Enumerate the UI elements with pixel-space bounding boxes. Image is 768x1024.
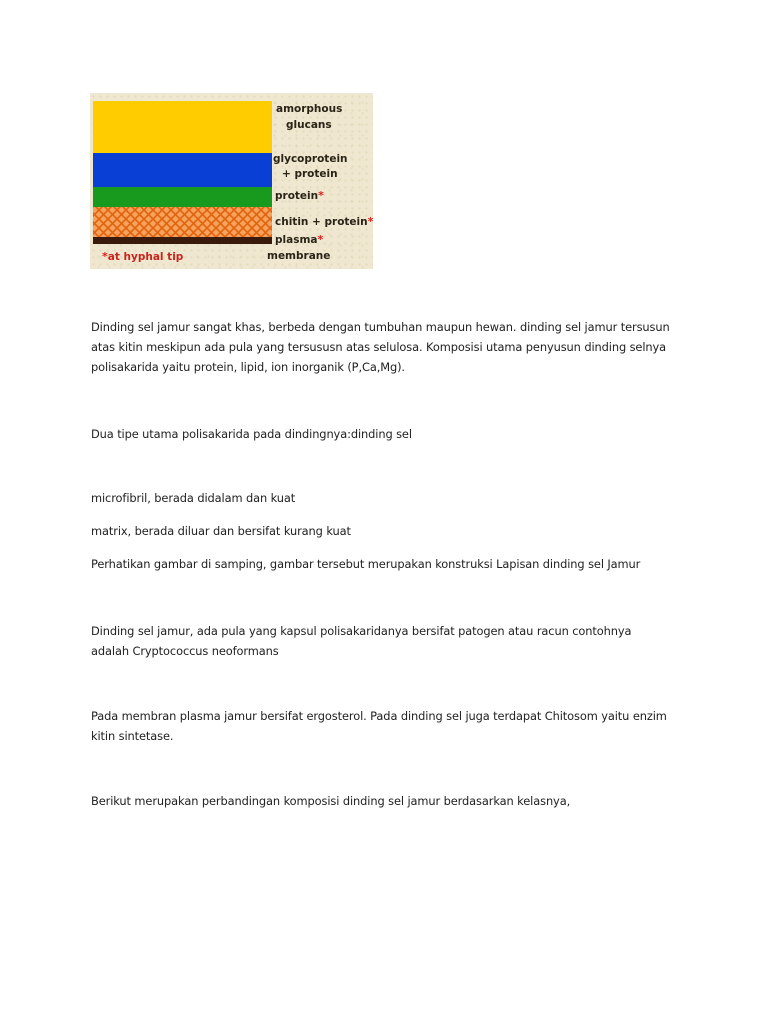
paragraph-polysaccharide-types: Dua tipe utama polisakarida pada dindingnya:dinding sel xyxy=(91,427,412,441)
label-hyphal-tip-note: *at hyphal tip xyxy=(102,250,184,263)
asterisk-icon: * xyxy=(102,250,108,263)
label-protein: protein* xyxy=(275,189,324,202)
plasma-membrane-layer xyxy=(93,237,272,244)
label-glucans: glucans xyxy=(286,119,332,131)
chitin-protein-layer xyxy=(93,207,272,237)
paragraph-cryptococcus: Dinding sel jamur, ada pula yang kapsul polisakaridanya bersifat patogen atau racun contohnya adalah Cryptococcus neoformans xyxy=(91,624,632,658)
label-chitin-protein: chitin + protein* xyxy=(275,215,373,228)
paragraph-microfibril: microfibril, berada didalam dan kuat xyxy=(91,491,296,505)
label-plasma: plasma* xyxy=(275,233,324,246)
asterisk-icon: * xyxy=(318,189,324,202)
amorphous-glucans-layer xyxy=(93,101,272,153)
label-membrane: membrane xyxy=(267,250,331,262)
paragraph-intro: Dinding sel jamur sangat khas, berbeda dengan tumbuhan maupun hewan. dinding sel jamur tersusun atas kitin meskipun ada pula yang tersususn atas selulosa. Komposisi utama penyusun dinding selnya polisakarida yaitu protein, lipid, ion inorganik (P,Ca,Mg). xyxy=(91,320,670,374)
asterisk-icon: * xyxy=(367,215,373,228)
label-amorphous: amorphous xyxy=(276,103,343,115)
paragraph-ergosterol: Pada membran plasma jamur bersifat ergosterol. Pada dinding sel juga terdapat Chitosom yaitu enzim kitin sintetase. xyxy=(91,709,667,743)
paragraph-comparison: Berikut merupakan perbandingan komposisi dinding sel jamur berdasarkan kelasnya, xyxy=(91,794,571,808)
protein-layer xyxy=(93,187,272,207)
label-plus-protein: + protein xyxy=(282,168,338,180)
asterisk-icon: * xyxy=(317,233,324,246)
paragraph-figure-note: Perhatikan gambar di samping, gambar tersebut merupakan konstruksi Lapisan dinding sel Jamur xyxy=(91,557,641,571)
paragraph-matrix: matrix, berada diluar dan bersifat kurang kuat xyxy=(91,524,351,538)
glycoprotein-layer xyxy=(93,153,272,187)
cell-wall-diagram xyxy=(90,93,373,269)
label-glycoprotein: glycoprotein xyxy=(273,153,348,165)
